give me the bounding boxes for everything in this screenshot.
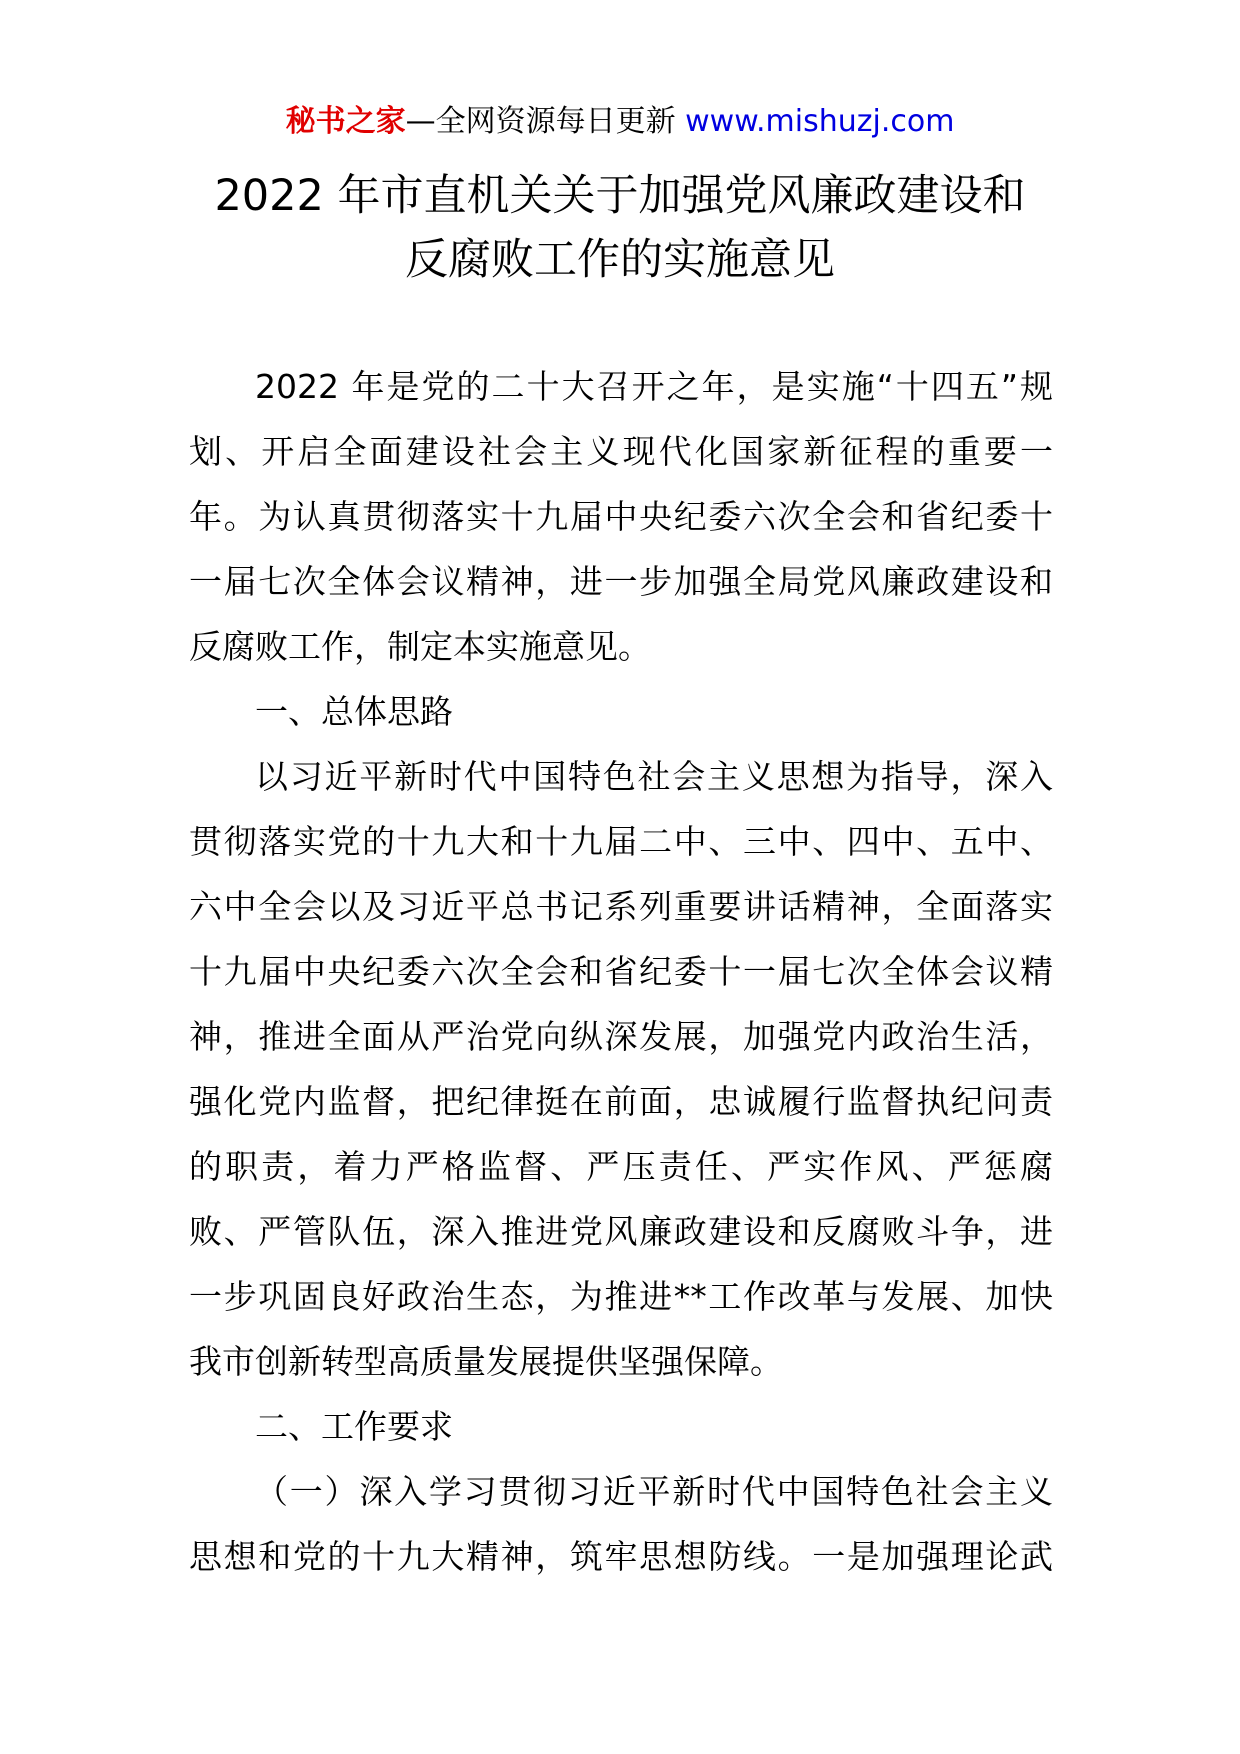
paragraph-line: 六中全会以及习近平总书记系列重要讲话精神，全面落实	[189, 887, 1053, 926]
paragraph-line: 强化党内监督，把纪律挺在前面，忠诚履行监督执纪问责	[189, 1082, 1053, 1121]
section-heading-2: 二、工作要求	[255, 1407, 453, 1446]
document-body	[189, 354, 1053, 1589]
title-line-1: 2022 年市直机关关于加强党风廉政建设和	[214, 171, 1026, 221]
intro-line: 反腐败工作，制定本实施意见。	[189, 627, 651, 666]
title-line-2: 反腐败工作的实施意见	[405, 235, 835, 285]
site-banner	[0, 102, 1240, 142]
section-heading-1: 一、总体思路	[255, 692, 453, 731]
intro-line: 2022 年是党的二十大召开之年，是实施“十四五”规	[255, 367, 1053, 406]
paragraph-line: 十九届中央纪委六次全会和省纪委十一届七次全体会议精	[189, 952, 1053, 991]
paragraph-line: 贯彻落实党的十九大和十九届二中、三中、四中、五中、	[189, 822, 1053, 861]
intro-line: 年。为认真贯彻落实十九届中央纪委六次全会和省纪委十	[189, 497, 1053, 536]
paragraph-line: 思想和党的十九大精神，筑牢思想防线。一是加强理论武	[189, 1537, 1053, 1576]
paragraph-line: 神，推进全面从严治党向纵深发展，加强党内政治生活，	[189, 1017, 1053, 1056]
paragraph-line: 败、严管队伍，深入推进党风廉政建设和反腐败斗争，进	[189, 1212, 1053, 1251]
brand-name: 秘书之家	[285, 104, 406, 139]
paragraph-line: 一步巩固良好政治生态，为推进**工作改革与发展、加快	[189, 1277, 1053, 1316]
intro-line: 划、开启全面建设社会主义现代化国家新征程的重要一	[189, 432, 1053, 471]
paragraph-line: 以习近平新时代中国特色社会主义思想为指导，深入	[255, 757, 1053, 796]
intro-line: 一届七次全体会议精神，进一步加强全局党风廉政建设和	[189, 562, 1053, 601]
paragraph-line: 的职责，着力严格监督、严压责任、严实作风、严惩腐	[189, 1147, 1053, 1186]
site-url-link[interactable]: www.mishuzj.com	[685, 104, 955, 139]
document-title	[0, 164, 1240, 292]
paragraph-line: 我市创新转型高质量发展提供坚强保障。	[189, 1342, 783, 1381]
banner-tagline: —全网资源每日更新	[405, 104, 686, 139]
paragraph-line: （一）深入学习贯彻习近平新时代中国特色社会主义	[255, 1472, 1053, 1511]
